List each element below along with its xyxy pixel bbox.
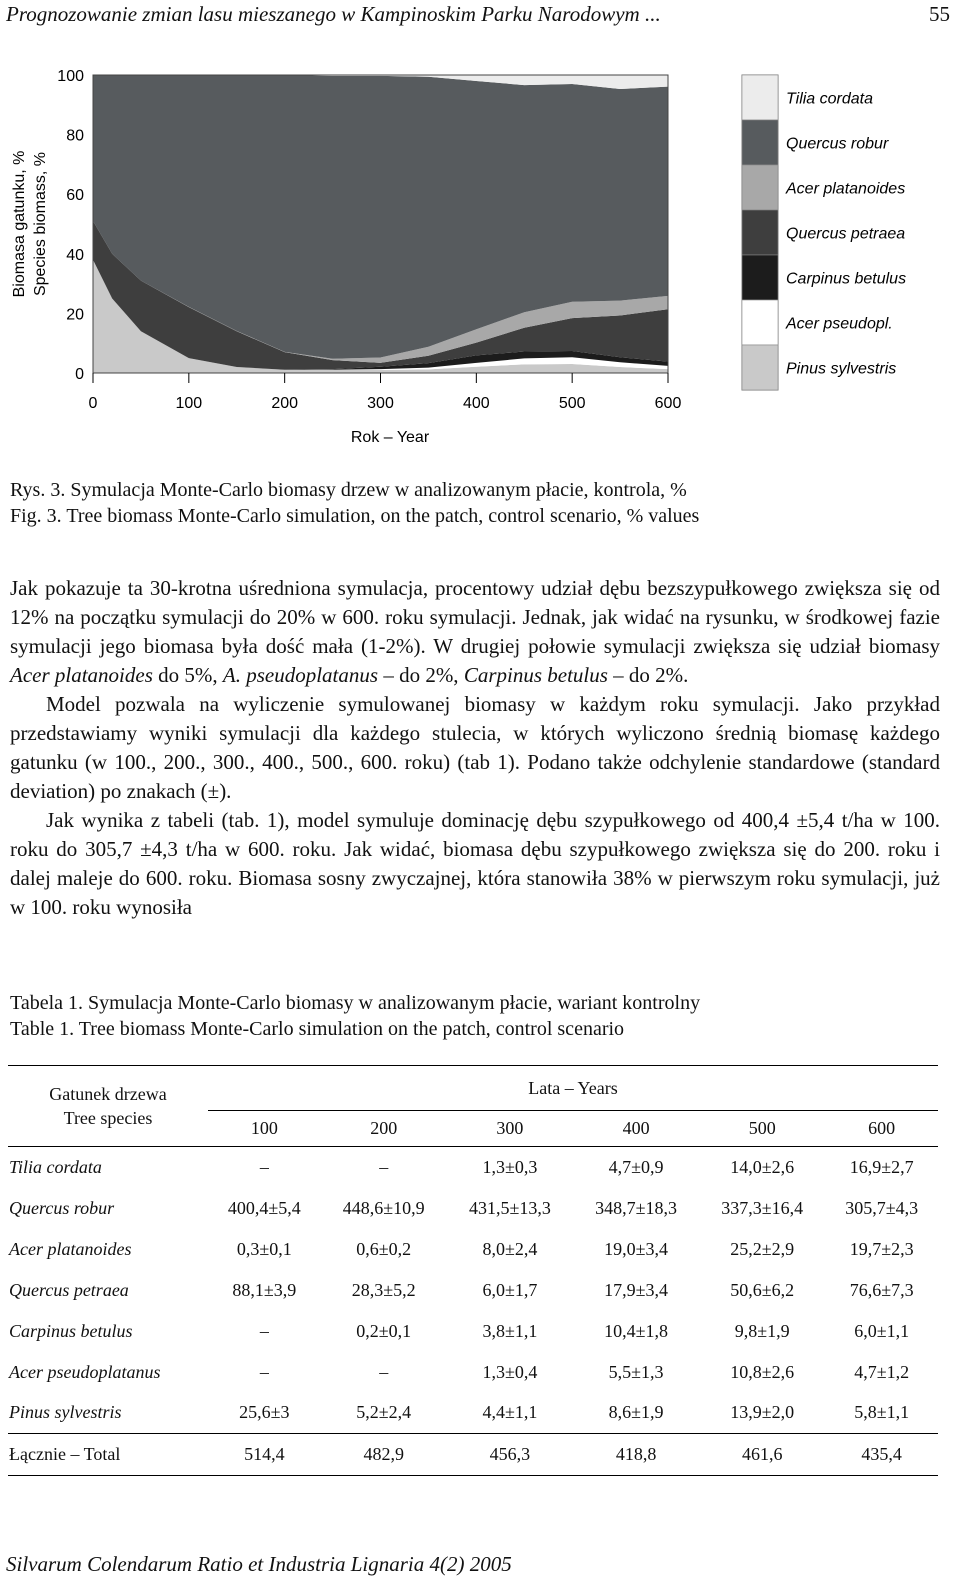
value-cell: 448,6±10,9: [342, 1197, 425, 1218]
table-row: [8, 1229, 938, 1270]
value-cell: 0,3±0,1: [236, 1238, 292, 1259]
table-row: [8, 1352, 938, 1393]
value-cell: 10,4±1,8: [604, 1320, 669, 1341]
value-cell: 3,8±1,1: [482, 1320, 538, 1341]
y-tick-label: 60: [66, 187, 84, 205]
p1-species-3: Carpinus betulus: [463, 663, 608, 687]
x-tick-label: 200: [271, 395, 299, 412]
table-row: [8, 1270, 938, 1311]
y-axis-label-en: Species biomass, %: [32, 151, 49, 297]
legend-label-quercus-robur: Quercus robur: [786, 135, 889, 153]
running-header: [6, 2, 950, 32]
value-cell: 1,3±0,4: [482, 1361, 538, 1382]
y-tick-label: 0: [75, 366, 84, 383]
legend-swatch-pinus-sylvestris: [742, 345, 778, 390]
x-tick-label: 600: [654, 395, 682, 412]
y-tick-label: 100: [57, 68, 84, 85]
figure-caption-pl: Rys. 3. Symulacja Monte-Carlo biomasy drzew w analizowanym płacie, kontrola, %: [10, 479, 687, 501]
species-name-cell: Tilia cordata: [9, 1156, 102, 1177]
legend-swatch-tilia-cordata: [742, 75, 778, 120]
year-header: 100: [250, 1118, 278, 1138]
table-row: [8, 1147, 938, 1188]
value-cell: –: [259, 1320, 269, 1341]
species-header-pl: Gatunek drzewa: [49, 1084, 167, 1104]
x-tick-label: 0: [88, 395, 98, 412]
year-header: 400: [622, 1118, 650, 1138]
legend-label-carpinus-betulus: Carpinus betulus: [786, 270, 907, 288]
value-cell: 5,5±1,3: [608, 1361, 664, 1382]
biomass-table: [8, 1065, 938, 1476]
value-cell: 6,0±1,1: [854, 1320, 910, 1341]
year-header: 500: [748, 1118, 776, 1138]
legend-label-quercus-petraea: Quercus petraea: [786, 225, 906, 243]
species-header-en: Tree species: [63, 1108, 153, 1128]
legend-swatch-quercus-robur: [742, 120, 778, 165]
value-cell: 337,3±16,4: [721, 1197, 804, 1218]
value-cell: 348,7±18,3: [595, 1197, 678, 1218]
chart-areas: [93, 75, 668, 373]
p1-text-b: do 5%,: [152, 663, 223, 687]
chart-legend: [742, 75, 906, 390]
species-name-cell: Acer pseudoplatanus: [9, 1361, 161, 1382]
total-value-cell: 514,4: [244, 1444, 285, 1464]
header-title: Prognozowanie zmian lasu mieszanego w Kampinoskim Parku Narodowym ...: [6, 2, 661, 26]
page-number: 55: [929, 2, 950, 26]
value-cell: 0,2±0,1: [356, 1320, 412, 1341]
page-footer: Silvarum Colendarum Ratio et Industria Lignaria 4(2) 2005: [6, 1552, 512, 1576]
table-total-row: [8, 1434, 938, 1476]
species-name-cell: Quercus robur: [9, 1197, 115, 1218]
species-name-cell: Pinus sylvestris: [9, 1402, 122, 1423]
species-name-cell: Quercus petraea: [9, 1279, 129, 1300]
legend-label-tilia-cordata: Tilia cordata: [786, 90, 874, 108]
legend-swatch-quercus-petraea: [742, 210, 778, 255]
value-cell: –: [259, 1156, 269, 1177]
table-row: [8, 1311, 938, 1352]
value-cell: 9,8±1,9: [734, 1320, 790, 1341]
p1-text-d: – do 2%.: [607, 663, 689, 687]
table-caption-en: Table 1. Tree biomass Monte-Carlo simulation on the patch, control scenario: [10, 1018, 625, 1040]
table-row: [8, 1188, 938, 1229]
value-cell: –: [379, 1361, 389, 1382]
value-cell: 10,8±2,6: [730, 1361, 795, 1382]
body-text: [10, 574, 940, 922]
x-axis-label: Rok – Year: [350, 429, 430, 446]
species-name-cell: Carpinus betulus: [9, 1320, 133, 1341]
value-cell: 0,6±0,2: [356, 1238, 412, 1259]
value-cell: 16,9±2,7: [849, 1156, 914, 1177]
species-header: [8, 1066, 208, 1147]
total-value-cell: 456,3: [489, 1444, 531, 1464]
value-cell: 5,2±2,4: [356, 1402, 412, 1423]
paragraph-1: [10, 574, 940, 690]
value-cell: 6,0±1,7: [482, 1279, 538, 1300]
year-header: 300: [496, 1118, 524, 1138]
value-cell: 4,4±1,1: [482, 1402, 538, 1423]
total-label-cell: Łącznie – Total: [9, 1444, 121, 1464]
legend-label-pinus-sylvestris: Pinus sylvestris: [786, 360, 897, 378]
value-cell: –: [379, 1156, 389, 1177]
legend-swatch-carpinus-betulus: [742, 255, 778, 300]
table-head: [8, 1066, 938, 1147]
value-cell: 14,0±2,6: [730, 1156, 795, 1177]
value-cell: 19,7±2,3: [849, 1238, 914, 1259]
table-header-row: [8, 1066, 938, 1111]
value-cell: 88,1±3,9: [232, 1279, 297, 1300]
table-row: [8, 1393, 938, 1434]
total-value-cell: 482,9: [363, 1444, 404, 1464]
x-tick-label: 500: [558, 395, 586, 412]
table-caption-pl: Tabela 1. Symulacja Monte-Carlo biomasy w analizowanym płacie, wariant kontrolny: [10, 992, 701, 1014]
value-cell: –: [259, 1361, 269, 1382]
years-header: Lata – Years: [208, 1066, 938, 1111]
legend-label-acer-pseudopl: Acer pseudopl.: [786, 315, 893, 333]
value-cell: 19,0±3,4: [604, 1238, 669, 1259]
year-header: 200: [370, 1118, 398, 1138]
x-tick-label: 300: [367, 395, 394, 412]
total-value-cell: 461,6: [741, 1444, 783, 1464]
value-cell: 305,7±4,3: [845, 1197, 919, 1218]
value-cell: 76,6±7,3: [849, 1279, 914, 1300]
p1-species-2: A. pseudoplatanus: [222, 663, 379, 687]
total-value-cell: 418,8: [615, 1444, 657, 1464]
table-body: [8, 1147, 938, 1476]
value-cell: 431,5±13,3: [468, 1197, 551, 1218]
value-cell: 50,6±6,2: [730, 1279, 795, 1300]
total-value-cell: 435,4: [861, 1444, 902, 1464]
x-tick-label: 400: [462, 395, 490, 412]
value-cell: 400,4±5,4: [227, 1197, 301, 1218]
figure-caption-en: Fig. 3. Tree biomass Monte-Carlo simulation, on the patch, control scenario, % values: [10, 505, 700, 527]
legend-swatch-acer-pseudopl: [742, 300, 778, 345]
y-tick-label: 20: [66, 306, 84, 324]
value-cell: 5,8±1,1: [854, 1402, 910, 1423]
value-cell: 4,7±0,9: [608, 1156, 664, 1177]
legend-swatch-acer-platanoides: [742, 165, 778, 210]
species-name-cell: Acer platanoides: [9, 1238, 132, 1259]
value-cell: 13,9±2,0: [730, 1402, 795, 1423]
value-cell: 8,0±2,4: [482, 1238, 538, 1259]
y-axis-label-pl: Biomasa gatunku, %: [11, 150, 28, 298]
value-cell: 25,6±3: [239, 1402, 290, 1423]
value-cell: 25,2±2,9: [730, 1238, 795, 1259]
year-header: 600: [868, 1118, 896, 1138]
value-cell: 1,3±0,3: [482, 1156, 538, 1177]
x-tick-label: 100: [175, 395, 203, 412]
paragraph-3: Jak wynika z tabeli (tab. 1), model symuluje dominację dębu szypułkowego od 400,4 ±5,4 t/ha w 100. roku do 305,7 ±4,3 t/ha w 600. roku. Jak widać, biomasa dębu szypułkowego zwiększa się do 200. roku i dalej maleje do 600. roku. Biomasa sosny zwyczajnej, która stanowiła 38% w pierwszym roku symulacji, już w 100. roku wynosiła: [10, 808, 940, 919]
p1-text-a: Jak pokazuje ta 30-krotna uśredniona symulacja, procentowy udział dębu bezszypułkowego zwiększa się od 12% na początku symulacji do 20% w 600. roku symulacji. Jednak, jak widać na rysunku, w środkowej fazie symulacji jego biomasa była dość mała (1-2%). W drugiej połowie symulacji zwiększa się udział biomasy: [10, 576, 940, 658]
y-tick-label: 40: [66, 246, 84, 264]
p1-species-1: Acer platanoides: [10, 663, 153, 687]
value-cell: 28,3±5,2: [351, 1279, 416, 1300]
value-cell: 17,9±3,4: [604, 1279, 669, 1300]
value-cell: 8,6±1,9: [608, 1402, 664, 1423]
paragraph-2: Model pozwala na wyliczenie symulowanej biomasy w każdym roku symulacji. Jako przykład przedstawiamy wyniki symulacji dla każdego stulecia, w których wyliczono średnią biomasę każdego gatunku (w 100., 200., 300., 400., 500., 600. roku) (tab 1). Podano także odchylenie standardowe (standard deviation) po znakach (±).: [10, 692, 940, 803]
stacked-area-chart: [0, 55, 960, 455]
p1-text-c: – do 2%,: [378, 663, 464, 687]
legend-label-acer-platanoides: Acer platanoides: [786, 180, 906, 198]
y-tick-label: 80: [66, 127, 84, 145]
value-cell: 4,7±1,2: [854, 1361, 910, 1382]
